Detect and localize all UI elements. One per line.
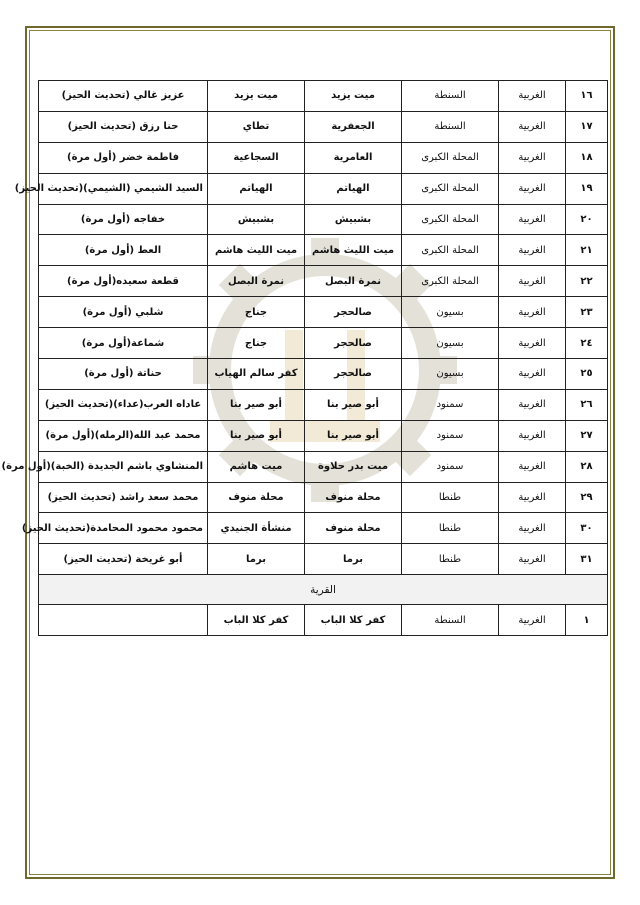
row-number: ٣١ bbox=[566, 544, 608, 575]
markaz-cell: بسيون bbox=[402, 297, 499, 328]
row-number: ٢٥ bbox=[566, 359, 608, 390]
markaz-cell: طنطا bbox=[402, 513, 499, 544]
markaz-cell: المحلة الكبرى bbox=[402, 266, 499, 297]
markaz-cell: المحلة الكبرى bbox=[402, 204, 499, 235]
markaz-cell: المحلة الكبرى bbox=[402, 235, 499, 266]
village-cell: كفر كلا الباب bbox=[208, 605, 305, 636]
name-cell: عزيز غالي (تحديث الحيز) bbox=[39, 81, 208, 112]
village-cell: جناج bbox=[208, 297, 305, 328]
governorate-cell: الغربية bbox=[499, 235, 566, 266]
row-number: ٣٠ bbox=[566, 513, 608, 544]
governorate-cell: الغربية bbox=[499, 482, 566, 513]
table-row bbox=[39, 420, 608, 451]
village-cell: ميت يزيد bbox=[208, 81, 305, 112]
name-cell: حنا رزق (تحديث الحيز) bbox=[39, 111, 208, 142]
table-row bbox=[39, 328, 608, 359]
governorate-cell: الغربية bbox=[499, 204, 566, 235]
table-row bbox=[39, 173, 608, 204]
local-unit-cell: محلة منوف bbox=[305, 482, 402, 513]
village-cell: بشبيش bbox=[208, 204, 305, 235]
name-cell: أبو غريخة (تحديث الحيز) bbox=[39, 544, 208, 575]
markaz-cell: طنطا bbox=[402, 482, 499, 513]
row-number: ١٩ bbox=[566, 173, 608, 204]
village-cell: منشأة الجنيدي bbox=[208, 513, 305, 544]
local-unit-cell: بشبيش bbox=[305, 204, 402, 235]
row-number: ٢٦ bbox=[566, 389, 608, 420]
section-title: القرية bbox=[39, 575, 608, 605]
data-table bbox=[1, 80, 608, 636]
row-number: ١٨ bbox=[566, 142, 608, 173]
name-cell: محمود محمود المحامدة(تحديث الحيز) bbox=[39, 513, 208, 544]
local-unit-cell: صالحجر bbox=[305, 328, 402, 359]
table-row bbox=[39, 297, 608, 328]
village-cell: ميت هاشم bbox=[208, 451, 305, 482]
name-cell: المنشاوي باشم الجديدة (الخبة)(أول مرة) bbox=[39, 451, 208, 482]
name-cell: خفاجه (أول مرة) bbox=[39, 204, 208, 235]
markaz-cell: بسيون bbox=[402, 328, 499, 359]
village-cell: كفر سالم الهياب bbox=[208, 359, 305, 390]
name-cell: قطعة سعيده(أول مرة) bbox=[39, 266, 208, 297]
village-cell: محلة منوف bbox=[208, 482, 305, 513]
governorate-cell: الغربية bbox=[499, 513, 566, 544]
table-row bbox=[39, 359, 608, 390]
governorate-cell: الغربية bbox=[499, 328, 566, 359]
governorate-cell: الغربية bbox=[499, 266, 566, 297]
markaz-cell: السنطة bbox=[402, 81, 499, 112]
local-unit-cell: ميت الليث هاشم bbox=[305, 235, 402, 266]
row-number: ٢٢ bbox=[566, 266, 608, 297]
governorate-cell: الغربية bbox=[499, 605, 566, 636]
village-cell: أبو صير بنا bbox=[208, 389, 305, 420]
village-cell: ميت الليث هاشم bbox=[208, 235, 305, 266]
row-number: ٢٨ bbox=[566, 451, 608, 482]
markaz-cell: المحلة الكبرى bbox=[402, 173, 499, 204]
village-cell: تطاي bbox=[208, 111, 305, 142]
name-cell: شماعة(أول مرة) bbox=[39, 328, 208, 359]
table-row bbox=[39, 81, 608, 112]
markaz-cell: سمنود bbox=[402, 451, 499, 482]
name-cell: العط (أول مرة) bbox=[39, 235, 208, 266]
row-number: ١٦ bbox=[566, 81, 608, 112]
name-cell: السيد الشيمي (الشيمي)(تحديث الحيز) bbox=[39, 173, 208, 204]
local-unit-cell: نمرة البصل bbox=[305, 266, 402, 297]
table-row bbox=[39, 266, 608, 297]
row-number: ٢١ bbox=[566, 235, 608, 266]
village-cell: نمرة البصل bbox=[208, 266, 305, 297]
markaz-cell: السنطة bbox=[402, 605, 499, 636]
table-row bbox=[39, 544, 608, 575]
local-unit-cell: أبو صير بنا bbox=[305, 420, 402, 451]
table-row bbox=[39, 142, 608, 173]
row-number: ٢٠ bbox=[566, 204, 608, 235]
local-unit-cell: كفر كلا الباب bbox=[305, 605, 402, 636]
table-row bbox=[39, 235, 608, 266]
local-unit-cell: صالحجر bbox=[305, 359, 402, 390]
name-cell: فاطمة خضر (أول مرة) bbox=[39, 142, 208, 173]
governorate-cell: الغربية bbox=[499, 173, 566, 204]
row-number: ٢٩ bbox=[566, 482, 608, 513]
village-cell: السجاعية bbox=[208, 142, 305, 173]
governorate-cell: الغربية bbox=[499, 420, 566, 451]
table-row bbox=[39, 451, 608, 482]
governorate-cell: الغربية bbox=[499, 359, 566, 390]
table-row bbox=[39, 389, 608, 420]
local-unit-cell: برما bbox=[305, 544, 402, 575]
name-cell: عاداه العرب(عداء)(تحديث الحيز) bbox=[39, 389, 208, 420]
table-row bbox=[39, 482, 608, 513]
local-unit-cell: الجعفرية bbox=[305, 111, 402, 142]
table-row bbox=[39, 111, 608, 142]
row-number: ٢٣ bbox=[566, 297, 608, 328]
name-cell: حناتة (أول مرة) bbox=[39, 359, 208, 390]
table-row bbox=[39, 513, 608, 544]
markaz-cell: المحلة الكبرى bbox=[402, 142, 499, 173]
village-cell: أبو صير بنا bbox=[208, 420, 305, 451]
row-number: ٢٤ bbox=[566, 328, 608, 359]
markaz-cell: السنطة bbox=[402, 111, 499, 142]
local-unit-cell: ميت يزيد bbox=[305, 81, 402, 112]
row-number: ١٧ bbox=[566, 111, 608, 142]
local-unit-cell: أبو صير بنا bbox=[305, 389, 402, 420]
name-cell: محمد سعد راشد (تحديث الحيز) bbox=[39, 482, 208, 513]
name-cell: محمد عبد الله(الرمله)(أول مرة) bbox=[39, 420, 208, 451]
local-unit-cell: محلة منوف bbox=[305, 513, 402, 544]
row-number: ١ bbox=[566, 605, 608, 636]
markaz-cell: طنطا bbox=[402, 544, 499, 575]
markaz-cell: سمنود bbox=[402, 420, 499, 451]
village-cell: برما bbox=[208, 544, 305, 575]
governorate-cell: الغربية bbox=[499, 389, 566, 420]
governorate-cell: الغربية bbox=[499, 451, 566, 482]
governorate-cell: الغربية bbox=[499, 81, 566, 112]
governorate-cell: الغربية bbox=[499, 111, 566, 142]
village-cell: جناج bbox=[208, 328, 305, 359]
table-row bbox=[39, 605, 608, 636]
row-number: ٢٧ bbox=[566, 420, 608, 451]
governorate-cell: الغربية bbox=[499, 142, 566, 173]
local-unit-cell: العامرية bbox=[305, 142, 402, 173]
governorate-cell: الغربية bbox=[499, 297, 566, 328]
local-unit-cell: ميت بدر حلاوة bbox=[305, 451, 402, 482]
markaz-cell: بسيون bbox=[402, 359, 499, 390]
table-row bbox=[39, 204, 608, 235]
name-cell: شلبي (أول مرة) bbox=[39, 297, 208, 328]
name-cell bbox=[39, 605, 208, 636]
section-header-row bbox=[39, 575, 608, 605]
local-unit-cell: الهياتم bbox=[305, 173, 402, 204]
village-cell: الهياتم bbox=[208, 173, 305, 204]
markaz-cell: سمنود bbox=[402, 389, 499, 420]
local-unit-cell: صالحجر bbox=[305, 297, 402, 328]
governorate-cell: الغربية bbox=[499, 544, 566, 575]
